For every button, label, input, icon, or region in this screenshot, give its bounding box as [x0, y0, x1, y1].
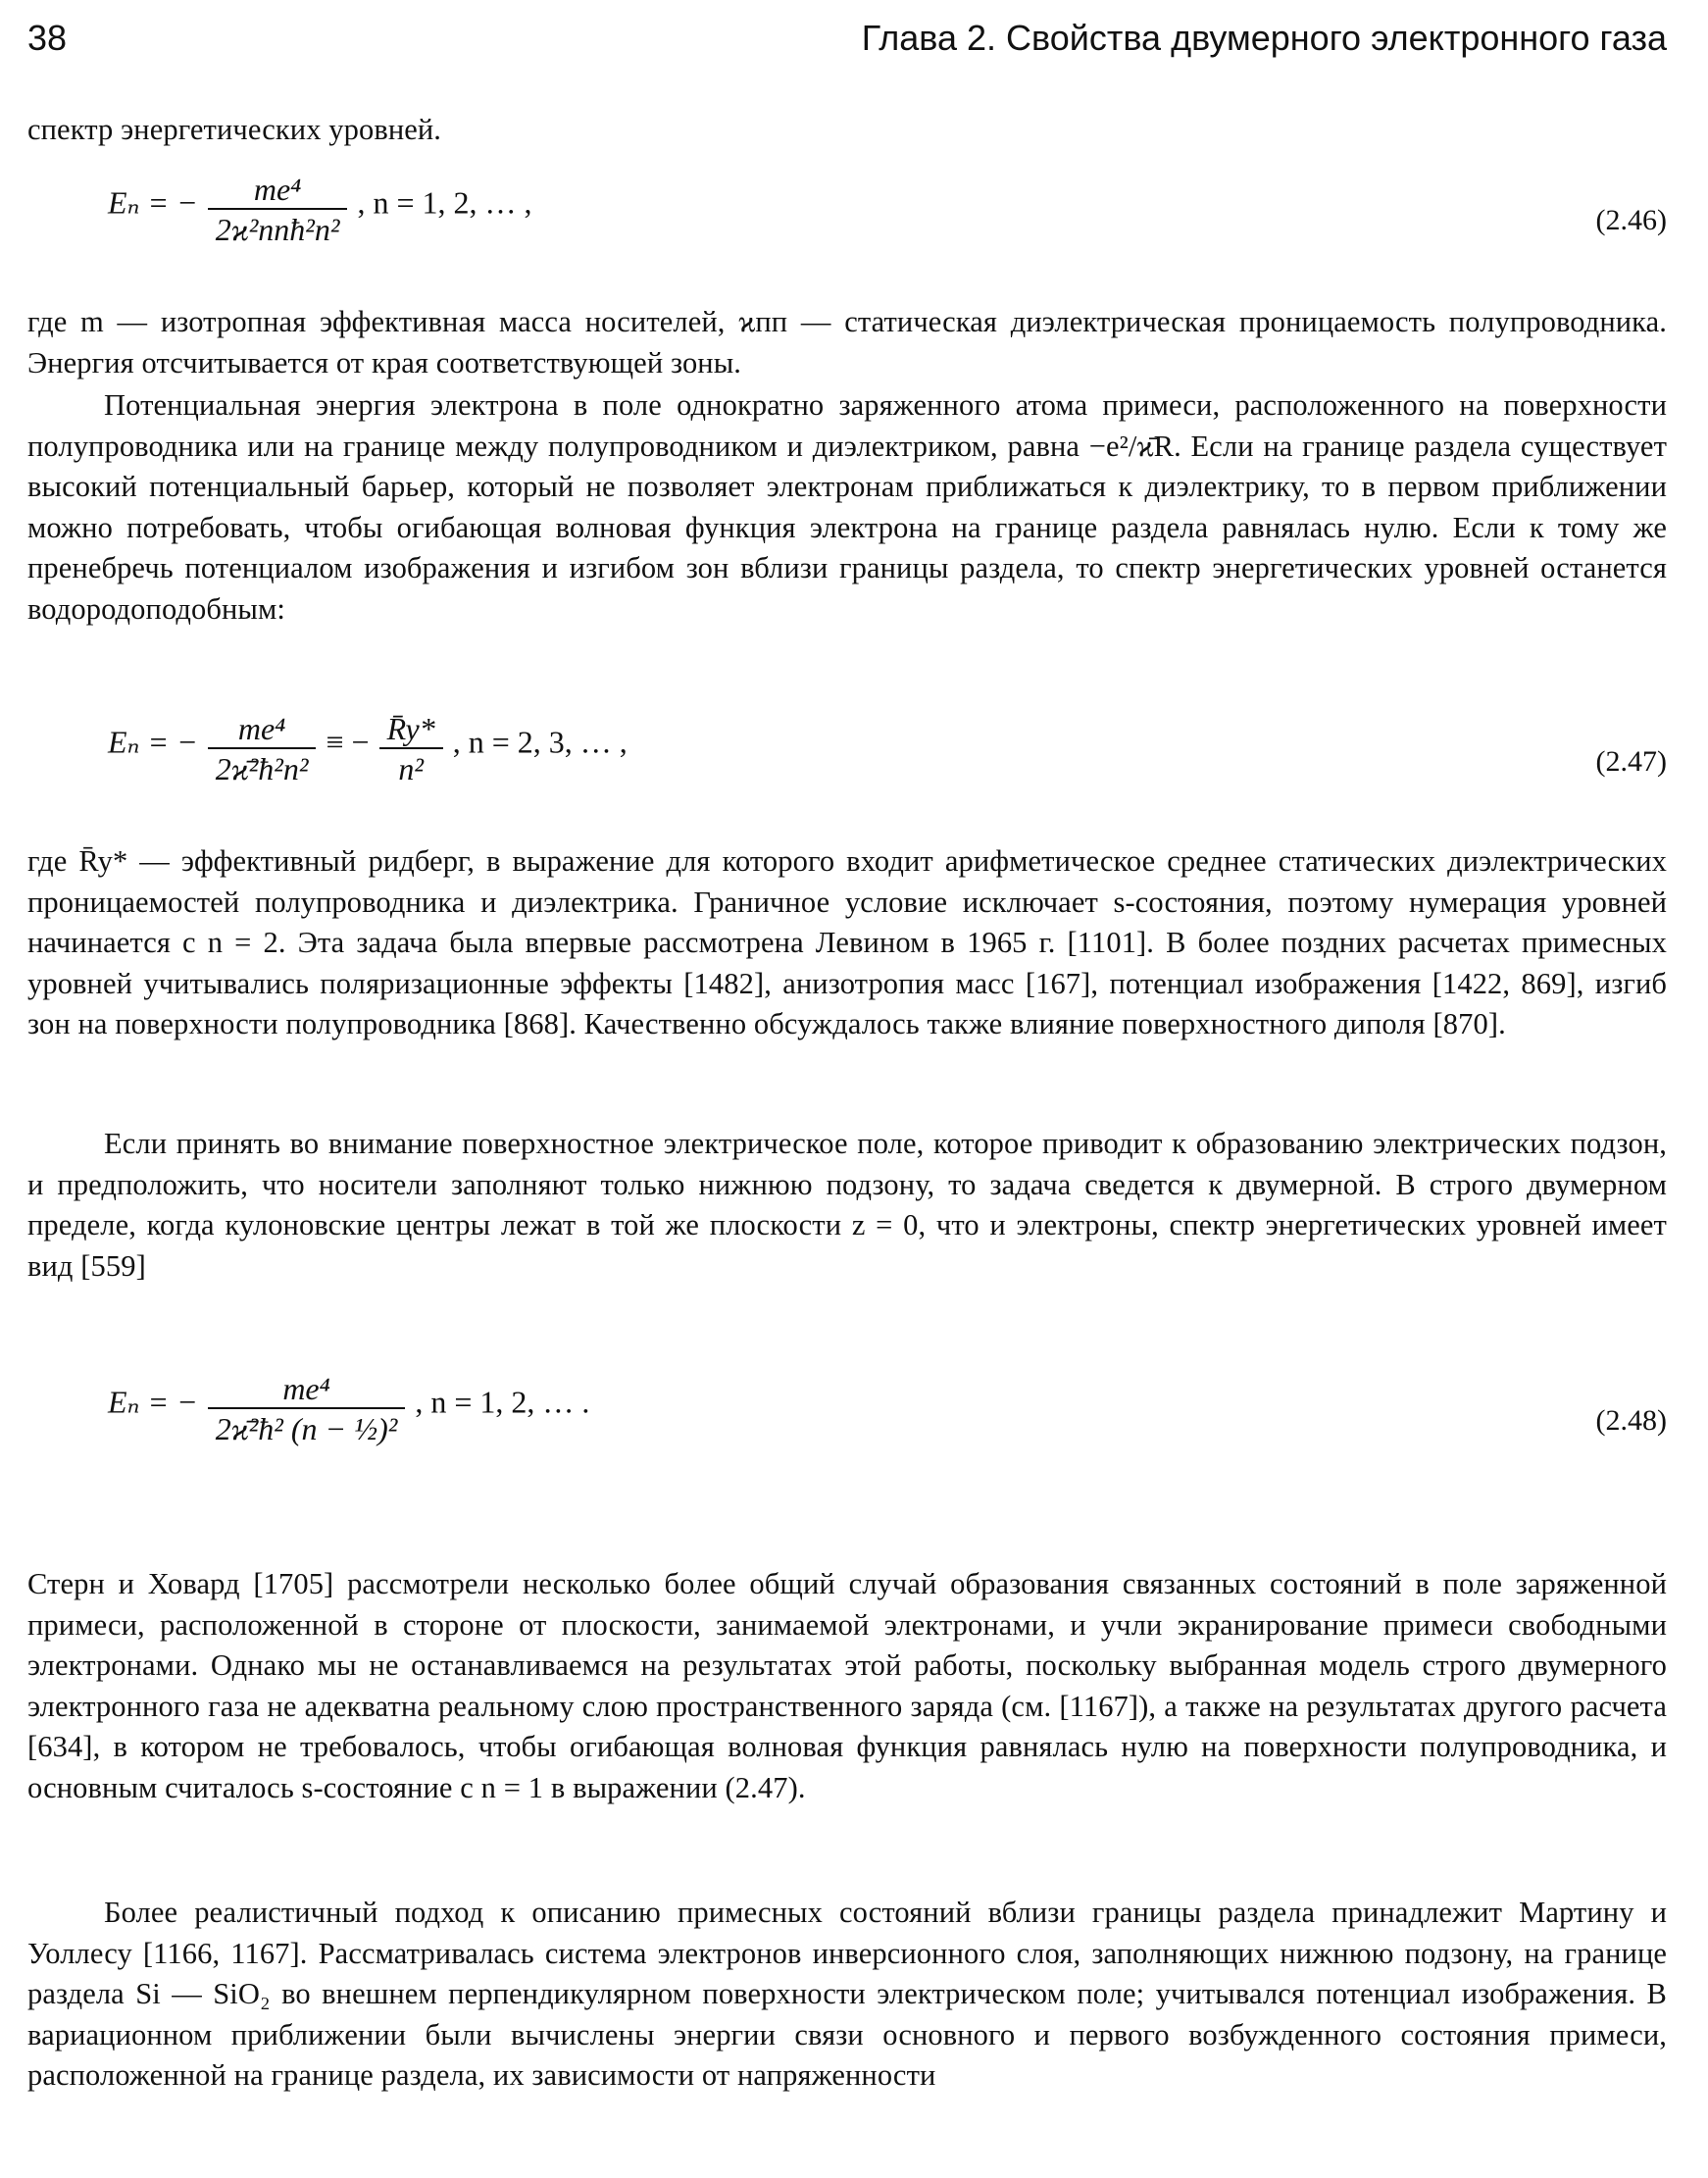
- paragraph-text: Потенциальная энергия электрона в поле однократно заряженного атома примеси, расположенного на поверхности полупроводника или на границе между полупроводником и диэлектриком, равна −e²/ϰ̄R. Если на границе раздела существует высокий потенциальный барьер, который не позволяет электронам приближаться к диэлектрику, то в первом приближении можно потребовать, чтобы огибающая волновая функция электрона на границе раздела равнялась нулю. Если к тому же пренебречь потенциалом изображения и изгибом зон вблизи границы раздела, то спектр энергетических уровней останется водородоподобным:: [27, 388, 1667, 626]
- equation-number-2-47: (2.47): [1595, 745, 1667, 778]
- equation-2-46: [108, 172, 532, 289]
- equation-lhs-text: Eₙ = −: [108, 724, 198, 760]
- equation-lhs: [108, 1385, 198, 1420]
- page-header: [27, 14, 1667, 65]
- fraction-numerator: R̄y*: [379, 711, 443, 749]
- equation-fraction: [208, 711, 317, 787]
- paragraph-martin-wallis: [27, 1893, 1667, 2097]
- equation-lhs-text: Eₙ = −: [108, 1384, 198, 1420]
- equation-fraction: [208, 1371, 406, 1447]
- fraction-denominator: n²: [398, 751, 424, 786]
- equation-lhs: [108, 185, 198, 221]
- equation-number-2-48: (2.48): [1595, 1404, 1667, 1437]
- paragraph-after-2-46: [27, 302, 1667, 383]
- equation-lhs: [108, 725, 198, 760]
- paragraph-text: Стерн и Ховард [1705] рассмотрели несколько более общий случай образования связанных состояний в поле заряженной примеси, расположенной в стороне от плоскости, занимаемой электронами, и учли экранирование примеси свободными электронами. Однако мы не останавливаемся на результатах этой работы, поскольку выбранная модель строго двумерного электронного газа не адекватна реальному слою пространственного заряда (см. [1167]), а также на результатах другого расчета [634], в котором не требовалось, чтобы огибающая волновая функция равнялась нулю на поверхности полупроводника, и основным считалось s-состояние с n = 1 в выражении (2.47).: [27, 1567, 1667, 1804]
- paragraph-stern-howard: [27, 1564, 1667, 1808]
- paragraph-intro-tail: [27, 110, 1667, 151]
- equation-tail: , n = 1, 2, … ,: [357, 184, 532, 221]
- fraction-numerator: me⁴: [208, 172, 348, 210]
- equation-number-2-46: (2.46): [1595, 204, 1667, 236]
- equation-2-47: [108, 711, 628, 829]
- paragraph-text: где m — изотропная эффективная масса носителей, ϰпп — статическая диэлектрическая проницаемость полупроводника. Энергия отсчитывается от края соответствующей зоны.: [27, 305, 1667, 380]
- paragraph-after-2-47: [27, 841, 1667, 1045]
- fraction-denominator: 2ϰ̄²ħ²n²: [215, 751, 309, 786]
- equation-tail: , n = 1, 2, … .: [415, 1384, 590, 1420]
- page-number: 38: [27, 18, 68, 58]
- paragraph-text: где R̄y* — эффективный ридберг, в выражение для которого входит арифметическое среднее статических диэлектрических проницаемостей полупроводника и диэлектрика. Граничное условие исключает s-состояния, поэтому нумерация уровней начинается с n = 2. Эта задача была впервые рассмотрена Левином в 1965 г. [1101]. В более поздних расчетах примесных уровней учитывались поляризационные эффекты [1482], анизотропия масс [167], потенциал изображения [1422, 869], изгиб зон на поверхности полупроводника [868]. Качественно обсуждалось также влияние поверхностного диполя [870].: [27, 844, 1667, 1040]
- paragraph-potential: [27, 385, 1667, 630]
- running-head: Глава 2. Свойства двумерного электронного газа: [861, 18, 1667, 58]
- paragraph-surface-field: [27, 1124, 1667, 1287]
- paragraph-text: Более реалистичный подход к описанию примесных состояний вблизи границы раздела принадлежит Мартину и Уоллесу [1166, 1167]. Рассматривалась система электронов инверсионного слоя, заполняющих нижнюю подзону, на границе раздела Si — SiO₂ во внешнем перпендикулярном поверхности электрическом поле; учитывался потенциал изображения. В вариационном приближении были вычислены энергии связи основного и первого возбужденного состояния примеси, расположенной на границе раздела, их зависимости от напряженности: [27, 1896, 1667, 2092]
- equation-middle: ≡ −: [326, 724, 370, 760]
- fraction-denominator: 2ϰ̄²ħ² (n − ½)²: [215, 1411, 398, 1446]
- fraction-numerator: me⁴: [208, 711, 317, 749]
- equation-fraction: [208, 172, 348, 248]
- fraction-numerator: me⁴: [208, 1371, 406, 1409]
- equation-lhs-text: Eₙ = −: [108, 184, 198, 221]
- equation-tail: , n = 2, 3, … ,: [452, 724, 628, 760]
- equation-fraction-rydberg: [379, 711, 443, 787]
- fraction-denominator: 2ϰ²ппħ²n²: [215, 212, 340, 247]
- paragraph-text: Если принять во внимание поверхностное электрическое поле, которое приводит к образованию электрических подзон, и предположить, что носители заполняют только нижнюю подзону, то задача сведется к двумерной. В строго двумерном пределе, когда кулоновские центры лежат в той же плоскости z = 0, что и электроны, спектр энергетических уровней имеет вид [559]: [27, 1127, 1667, 1283]
- paragraph-text: спектр энергетических уровней.: [27, 113, 442, 146]
- equation-2-48: [108, 1371, 589, 1489]
